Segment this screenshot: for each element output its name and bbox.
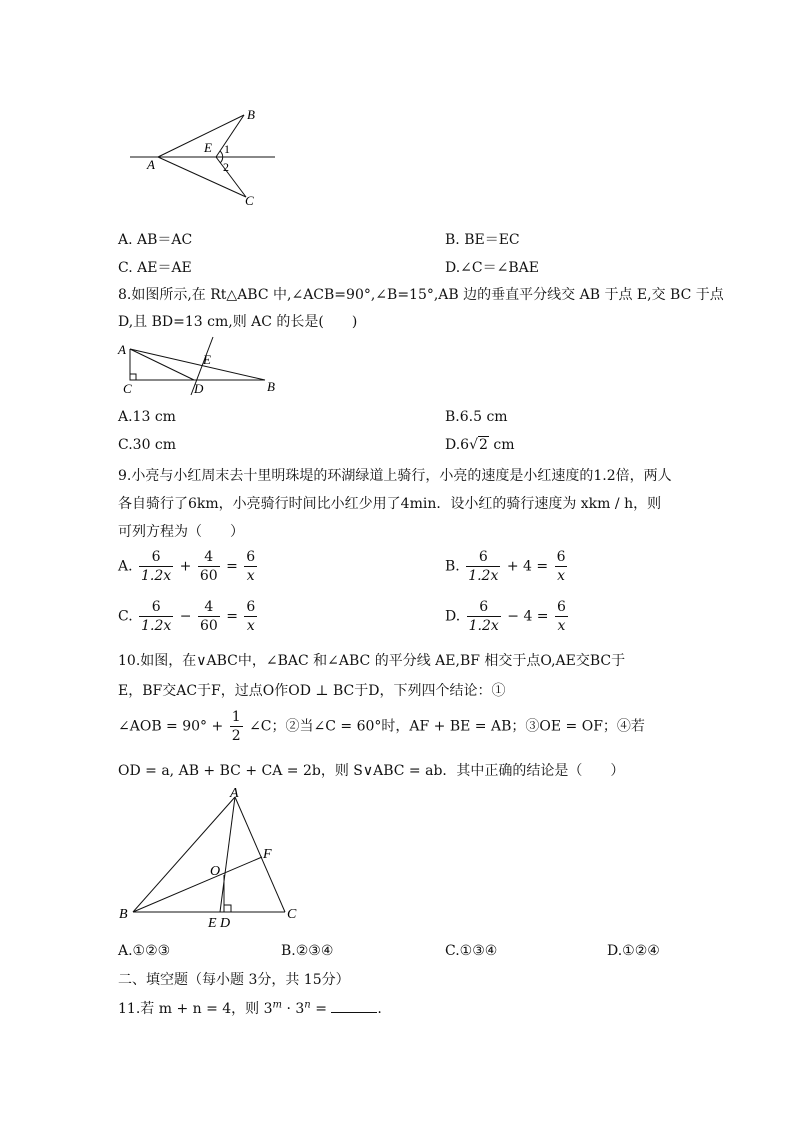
q9-stem-line2: 各自骑行了6km，小亮骑行时间比小红少用了4min．设小红的骑行速度为 xkm / h，则: [118, 496, 662, 512]
q9-option-c[interactable]: [118, 598, 259, 635]
q10-option-d[interactable]: D.①②④: [607, 943, 660, 959]
operator: +: [179, 558, 192, 575]
q9-option-b[interactable]: [445, 548, 569, 585]
q10-stem-line2: E，BF交AC于F，过点O作OD ⊥ BC于D，下列四个结论：①: [118, 683, 506, 699]
answer-blank[interactable]: [331, 1000, 377, 1013]
label-A: A: [230, 786, 239, 801]
q10-option-a[interactable]: A.①②③: [118, 943, 171, 959]
fraction: $\frac{6}{1.2x}$: [141, 599, 172, 634]
label-F: F: [263, 847, 272, 862]
label-O: O: [210, 864, 221, 879]
sqrt-sign: √: [469, 437, 479, 453]
label-D: D: [220, 916, 231, 930]
label-A: A: [118, 342, 126, 357]
label-B: B: [119, 907, 128, 922]
q9-stem-line1: 9.小亮与小红周末去十里明珠堤的环湖绿道上骑行，小亮的速度是小红速度的1.2倍，两人: [118, 468, 672, 484]
q10-stem-line3: [118, 708, 645, 745]
q9-stem-line3: 可列方程为（ ）: [118, 524, 244, 540]
expr: ∠C；②当∠C = 60°时，AF + BE = AB；③OE = OF；④若: [249, 718, 645, 735]
operator: =: [226, 558, 238, 575]
q8-option-b[interactable]: B.6.5 cm: [445, 409, 508, 425]
fraction: $\frac{6}{x}$: [557, 599, 566, 634]
q9-option-d[interactable]: [445, 598, 570, 635]
option-label: D.: [445, 608, 461, 625]
operator: −: [179, 608, 192, 625]
q10-stem-line4: OD = a, AB + BC + CA = 2b，则 S∨ABC = ab．其中正确的结论是（ ）: [118, 763, 625, 779]
sqrt-radicand: 2: [479, 437, 488, 453]
q7-option-a[interactable]: A. AB＝AC: [118, 232, 193, 248]
label-C: C: [287, 907, 297, 922]
q9-option-a[interactable]: [118, 548, 259, 585]
fraction: $\frac{6}{1.2x}$: [468, 599, 499, 634]
fraction: $\frac{6}{x}$: [246, 549, 256, 584]
label-E: E: [203, 352, 211, 367]
figure-q7: [120, 105, 290, 215]
operator: =: [226, 608, 238, 625]
expr: ∠AOB = 90° +: [118, 718, 224, 735]
operator: − 4 =: [507, 608, 549, 625]
label-angle-2: 2: [223, 160, 229, 174]
figure-q10: [115, 785, 305, 930]
expr: · 3: [282, 1001, 305, 1017]
q8-stem-line2: D,且 BD=13 cm,则 AC 的长是( ): [118, 314, 358, 330]
q7-option-b[interactable]: B. BE＝EC: [445, 232, 520, 248]
option-label: C.: [118, 608, 133, 625]
fraction: $\frac{6}{1.2x}$: [468, 549, 499, 584]
section-heading: 二、填空题（每小题 3分，共 15分）: [118, 972, 350, 988]
q8-option-d-unit: cm: [493, 437, 515, 453]
q11-stem: [118, 998, 382, 1018]
label-E: E: [208, 916, 217, 930]
period: .: [377, 1001, 382, 1017]
label-angle-1: 1: [224, 142, 230, 156]
label-B: B: [267, 379, 275, 394]
expr: =: [310, 1001, 332, 1017]
q8-option-d-prefix: D.6: [445, 437, 470, 453]
fraction: $\frac{1}{2}$: [231, 709, 241, 744]
figure-q8: [115, 335, 290, 400]
fraction: $\frac{6}{x}$: [556, 549, 566, 584]
option-label: A.: [118, 558, 133, 575]
operator: + 4 =: [506, 558, 549, 575]
exponent: n: [304, 999, 311, 1011]
label-C: C: [245, 193, 254, 208]
q10-option-c[interactable]: C.①③④: [445, 943, 498, 959]
label-C: C: [123, 381, 132, 396]
fraction: $\frac{4}{60}$: [199, 599, 218, 634]
fraction: $\frac{4}{60}$: [199, 549, 218, 584]
q8-stem-line1: 8.如图所示,在 Rt△ABC 中,∠ACB=90°,∠B=15°,AB 边的垂直平分线交 AB 于点 E,交 BC 于点: [118, 287, 724, 303]
q8-option-a[interactable]: A.13 cm: [118, 409, 176, 425]
label-A: A: [147, 157, 155, 172]
q8-option-c[interactable]: C.30 cm: [118, 437, 177, 453]
label-D: D: [194, 381, 204, 396]
q10-option-b[interactable]: B.②③④: [281, 943, 334, 959]
q10-stem-line1: 10.如图，在∨ABC中，∠BAC 和∠ABC 的平分线 AE,BF 相交于点O,AE交BC于: [118, 653, 626, 669]
q7-option-d[interactable]: D.∠C＝∠BAE: [445, 260, 539, 276]
q8-option-d[interactable]: [445, 437, 515, 453]
fraction: $\frac{6}{1.2x}$: [141, 549, 172, 584]
expr: 11.若 m + n = 4，则 3: [118, 1001, 273, 1017]
label-E: E: [204, 140, 212, 155]
fraction: $\frac{6}{x}$: [246, 599, 256, 634]
option-label: B.: [445, 558, 460, 575]
exponent: m: [272, 999, 283, 1011]
q7-option-c[interactable]: C. AE＝AE: [118, 260, 192, 276]
label-B: B: [247, 107, 255, 122]
